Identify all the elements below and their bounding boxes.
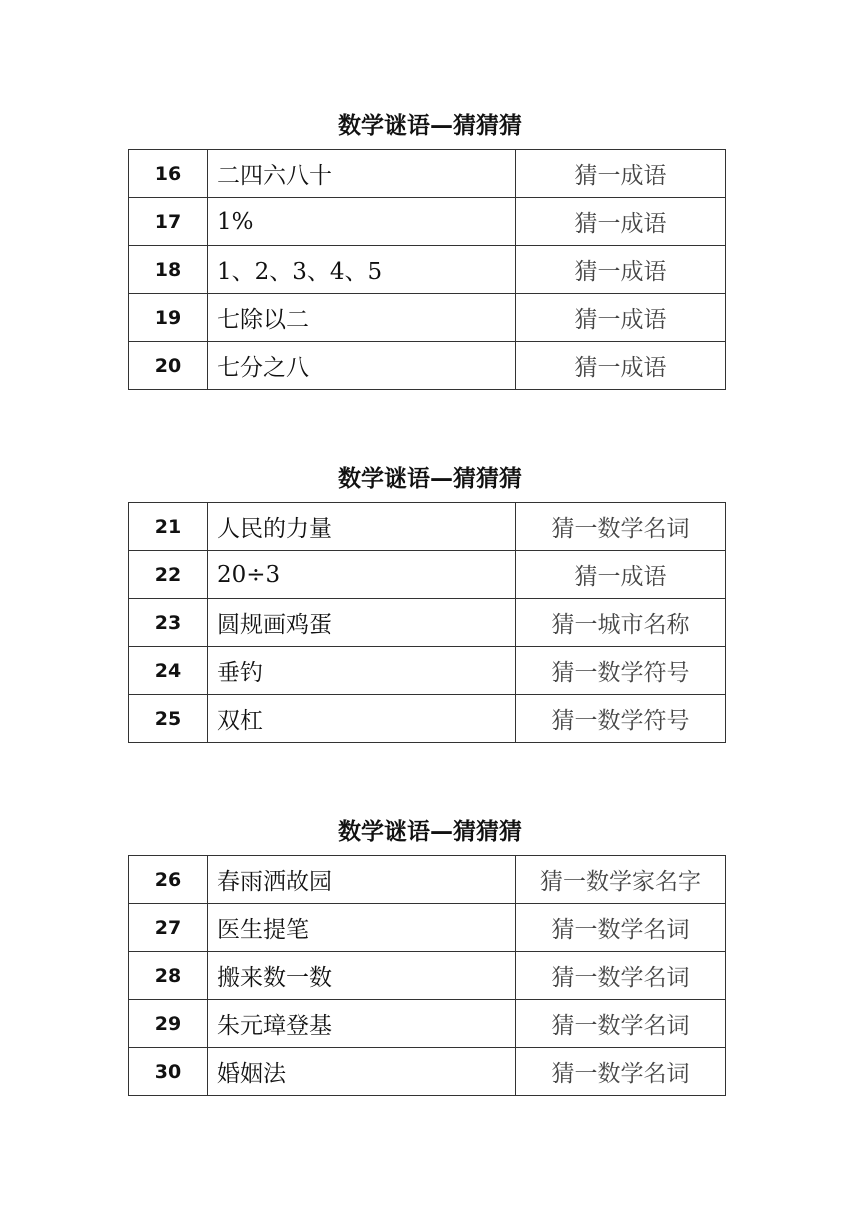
riddle-question: 春雨洒故园	[208, 856, 516, 904]
riddle-question: 垂钓	[208, 647, 516, 695]
riddle-hint: 猜一数学家名字	[516, 856, 726, 904]
riddle-table	[128, 855, 726, 1096]
riddle-hint: 猜一数学名词	[516, 1048, 726, 1096]
riddle-question: 双杠	[208, 695, 516, 743]
table-row	[129, 150, 726, 198]
table-row	[129, 1048, 726, 1096]
riddle-hint: 猜一成语	[516, 198, 726, 246]
riddle-hint: 猜一数学名词	[516, 904, 726, 952]
riddle-table	[128, 502, 726, 743]
riddle-question: 1、2、3、4、5	[208, 246, 516, 294]
riddle-hint: 猜一成语	[516, 150, 726, 198]
riddle-question: 二四六八十	[208, 150, 516, 198]
riddle-question: 搬来数一数	[208, 952, 516, 1000]
riddle-hint: 猜一数学名词	[516, 952, 726, 1000]
riddle-number: 22	[129, 551, 208, 599]
riddle-question: 朱元璋登基	[208, 1000, 516, 1048]
riddle-hint: 猜一成语	[516, 551, 726, 599]
section-title: 数学谜语—猜猜猜	[338, 113, 522, 139]
table-row	[129, 198, 726, 246]
riddle-number: 21	[129, 503, 208, 551]
riddle-hint: 猜一数学名词	[516, 1000, 726, 1048]
riddle-question: 人民的力量	[208, 503, 516, 551]
riddle-question: 七分之八	[208, 342, 516, 390]
riddle-hint: 猜一成语	[516, 294, 726, 342]
table-row	[129, 342, 726, 390]
table-row	[129, 294, 726, 342]
riddle-hint: 猜一数学符号	[516, 647, 726, 695]
riddle-hint: 猜一城市名称	[516, 599, 726, 647]
table-row	[129, 599, 726, 647]
riddle-number: 30	[129, 1048, 208, 1096]
table-row	[129, 647, 726, 695]
riddle-table	[128, 149, 726, 390]
riddle-number: 26	[129, 856, 208, 904]
riddle-question: 圆规画鸡蛋	[208, 599, 516, 647]
riddle-number: 19	[129, 294, 208, 342]
riddle-question: 20÷3	[208, 551, 516, 599]
table-row	[129, 695, 726, 743]
riddle-hint: 猜一数学名词	[516, 503, 726, 551]
table-row	[129, 904, 726, 952]
table-row	[129, 503, 726, 551]
riddle-number: 28	[129, 952, 208, 1000]
riddle-question: 婚姻法	[208, 1048, 516, 1096]
table-row	[129, 952, 726, 1000]
table-row	[129, 856, 726, 904]
section-title: 数学谜语—猜猜猜	[338, 819, 522, 845]
riddle-number: 29	[129, 1000, 208, 1048]
table-row	[129, 246, 726, 294]
riddle-number: 18	[129, 246, 208, 294]
riddle-question: 1%	[208, 198, 516, 246]
riddle-hint: 猜一成语	[516, 342, 726, 390]
riddle-hint: 猜一成语	[516, 246, 726, 294]
riddle-number: 20	[129, 342, 208, 390]
riddle-number: 17	[129, 198, 208, 246]
section-title: 数学谜语—猜猜猜	[338, 466, 522, 492]
riddle-number: 16	[129, 150, 208, 198]
riddle-number: 25	[129, 695, 208, 743]
riddle-number: 24	[129, 647, 208, 695]
riddle-hint: 猜一数学符号	[516, 695, 726, 743]
riddle-number: 27	[129, 904, 208, 952]
riddle-question: 医生提笔	[208, 904, 516, 952]
table-row	[129, 1000, 726, 1048]
riddle-number: 23	[129, 599, 208, 647]
riddle-question: 七除以二	[208, 294, 516, 342]
table-row	[129, 551, 726, 599]
